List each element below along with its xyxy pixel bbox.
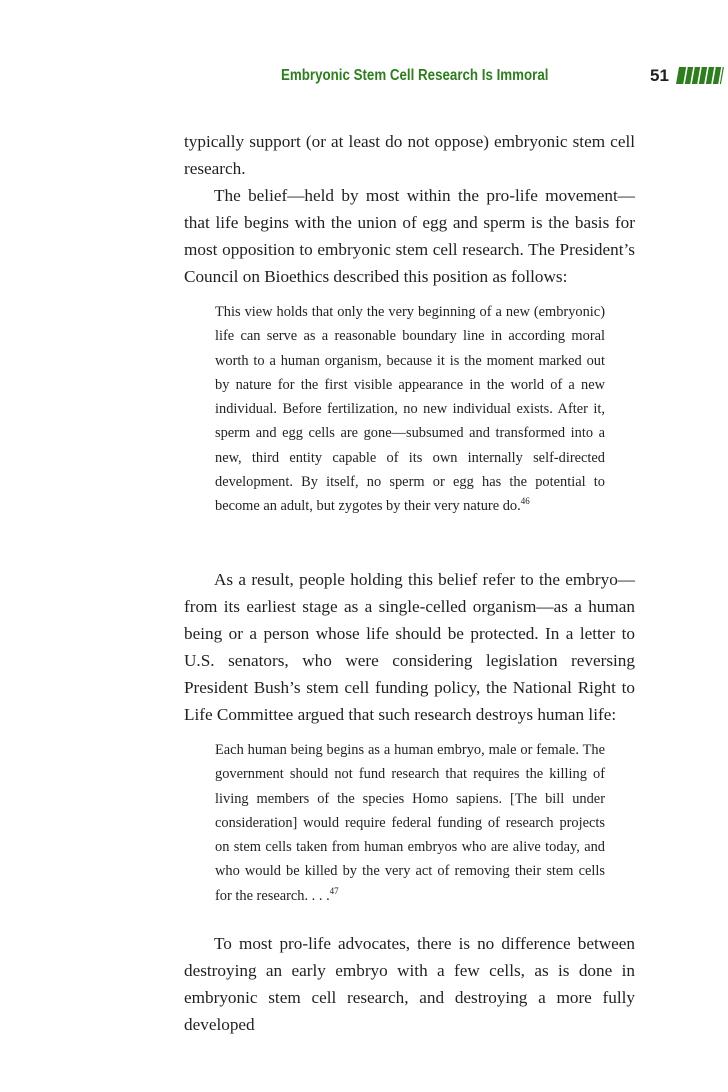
body-text-block	[184, 931, 635, 1039]
quote-text: Each human being begins as a human embryo, male or female. The government should not fund research that requires the killing of living members of the species Homo sapiens. [The bill under consideration] would require federal funding of research projects on stem cells taken from human embryos who are alive today, and who would be killed by the very act of removing their stem cells for the research. . . .	[215, 742, 605, 904]
paragraph-belief: The belief—held by most within the pro-life movement—that life begins with the union of egg and sperm is the basis for most opposition to embryonic stem cell research. The President’s Council on Bioethics described this position as follows:	[184, 185, 635, 286]
paragraph-prolife: To most pro-life advocates, there is no difference between destroying an early embryo with a few cells, as is done in embryonic stem cell research, and destroying a more fully developed	[184, 934, 635, 1034]
paragraph-result: As a result, people holding this belief refer to the embryo—from its earliest stage as a single-celled organism—as a human being or a person whose life should be protected. In a letter to U.S. senators, who were considering legislation reversing President Bush’s stem cell funding policy, the National Right to Life Committee argued that such research destroys human life:	[184, 570, 635, 724]
page-number: 51	[650, 66, 669, 85]
paragraph-continued: typically support (or at least do not oppose) embryonic stem cell research.	[184, 132, 635, 178]
block-quote-right-to-life	[215, 738, 605, 908]
footnote-marker: 47	[329, 885, 339, 896]
footnote-marker: 46	[520, 496, 530, 507]
chapter-title: Embryonic Stem Cell Research Is Immoral	[281, 67, 549, 84]
block-quote-bioethics-council	[215, 300, 605, 519]
header-stripes-decoration	[676, 67, 728, 84]
body-text-block	[184, 129, 635, 290]
quote-text: This view holds that only the very beginning of a new (embryonic) life can serve as a reasonable boundary line in according moral worth to a human organism, because it is the moment marked out by nature for the first visible appearance in the world of a new individual. Before fertilization, no new individual exists. After it, sperm and egg cells are gone—subsumed and transformed into a new, third entity capable of its own internally self-directed development. By itself, no sperm or egg has the potential to become an adult, but zygotes by their very nature do.	[215, 304, 605, 515]
body-text-block	[184, 567, 635, 728]
